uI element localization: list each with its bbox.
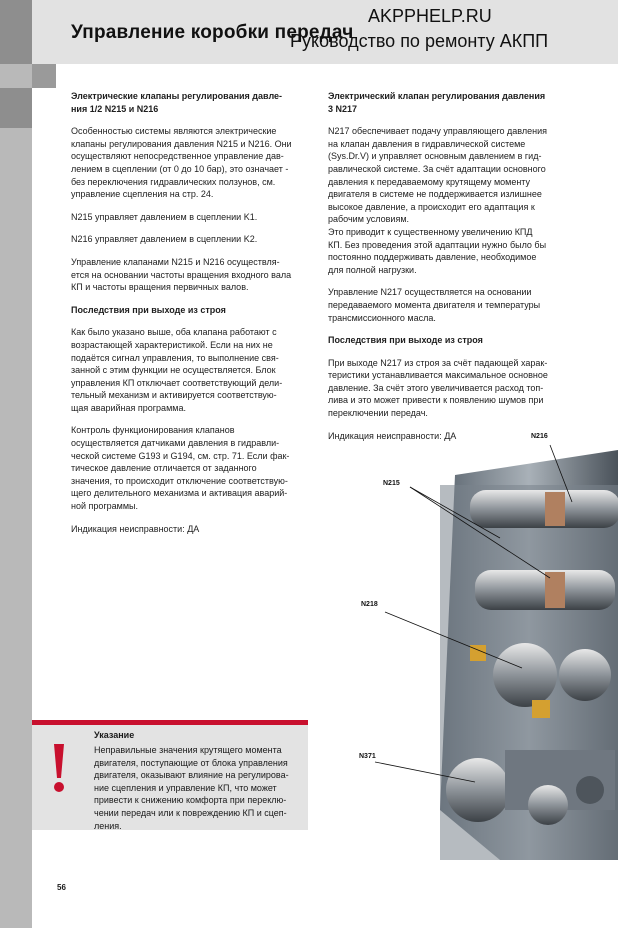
note-title: Указание xyxy=(94,730,135,740)
paragraph: Управление N217 осуществляется на основании передаваемого момента двигателя и температуры трансмиссионного масла. xyxy=(328,287,541,323)
paragraph: N215 управляет давлением в сцеплении K1. xyxy=(71,211,258,222)
paragraph: Контроль функционирования клапанов осуществляется датчиками давления в гидравли- ческой системе G193 и G194, см. стр. 71. Если фак- тическое давление отличается от заданного значения, то происходит отключение соответствую- щего делительного механизма и активация аварий- ной программы. xyxy=(71,425,290,512)
left-column xyxy=(71,90,307,545)
label-n218: N218 xyxy=(361,601,378,608)
paragraph: При выходе N217 из строя за счёт падающей харак- теристики устанавливается максимальное основное давление. За счёт этого увеличивается расход топ- лива и это может привести к появлению шумов при переключении передач. xyxy=(328,357,548,419)
label-n371: N371 xyxy=(359,753,376,760)
valve-n218-body xyxy=(493,643,557,707)
sidebar-block-mid xyxy=(0,88,32,128)
section-heading-failure: Последствия при выходе из строя xyxy=(71,304,226,315)
valve-n371-body xyxy=(446,758,510,822)
brand-watermark: AKPPHELP.RU xyxy=(368,6,492,26)
label-n215: N215 xyxy=(383,480,400,487)
bolt xyxy=(576,776,604,804)
paragraph: Управление клапанами N215 и N216 осуществля- ется на основании частоты вращения входного вала КП и частоты вращения первичных валов. xyxy=(71,256,292,293)
note-text: Неправильные значения крутящего момента двигателя, поступающие от блока управления двигателя, оказывают влияние на регулирова- ние сцепления и управление КП, что может привести к снижению комфорта при переклю- чении передач или к повреждению КП и сцеп- ления. xyxy=(94,745,289,831)
section-heading-failure: Последствия при выходе из строя xyxy=(328,335,483,346)
paragraph: Индикация неисправности: ДА xyxy=(328,430,457,441)
note-accent-bar xyxy=(32,720,308,725)
paragraph: N216 управляет давлением в сцеплении K2. xyxy=(71,234,258,245)
paragraph: N217 обеспечивает подачу управляющего давления на клапан давления в гидравлической системе (Sys.Dr.V) и управляет основным давлением в гид- равлической системе. За счёт адаптации основного давления к передаваемому крутящему моменту двигателя в системе не поддерживается излишнее высокое давление, а происходит его адаптация к рабочим условиям. Это приводит к существенному увеличению КПД КП. Без проведения этой адаптации нужно было бы постоянно поддерживать давление, необходимое для полной нагрузки. xyxy=(328,126,548,275)
solenoid-n215 xyxy=(475,570,615,610)
paragraph: Особенностью системы являются электрические клапаны регулирования давления N215 и N216. Они осуществляют непосредственное управление дав- лением в сцеплении (от 0 до 10 бар), это означает - без переключения гидравлических ползунов, см. управление сцепления на стр. 24. xyxy=(71,126,292,200)
page-number: 56 xyxy=(57,883,66,892)
valve-disc xyxy=(528,785,568,825)
page-title: Управление коробки передач xyxy=(71,22,354,43)
valve-disc xyxy=(559,649,611,701)
solenoid-n216 xyxy=(470,490,618,528)
paragraph: Индикация неисправности: ДА xyxy=(71,523,200,534)
sidebar-block-small xyxy=(32,64,56,88)
valve-body-illustration xyxy=(300,430,618,860)
label-n216: N216 xyxy=(531,433,548,440)
right-column xyxy=(328,90,568,452)
manual-subtitle: Руководство по ремонту АКПП xyxy=(290,31,549,51)
exclamation-icon xyxy=(52,744,66,794)
page-sidebar xyxy=(0,0,32,928)
section-heading-n215-n216: Электрические клапаны регулирования давле- ния 1/2 N215 и N216 xyxy=(71,91,283,114)
connector xyxy=(532,700,550,718)
paragraph: Как было указано выше, оба клапана работают с возрастающей характеристикой. Если на них не подаётся сигнал управления, то выполнение свя- занной с этим функции не осуществляется. Блок управления КП отключает соответствующий дели- тельный механизм и активируется соответствую- щая аварийная программа. xyxy=(71,327,283,413)
section-heading-n217: Электрический клапан регулирования давления 3 N217 xyxy=(328,91,546,114)
sidebar-block-top xyxy=(0,0,32,64)
